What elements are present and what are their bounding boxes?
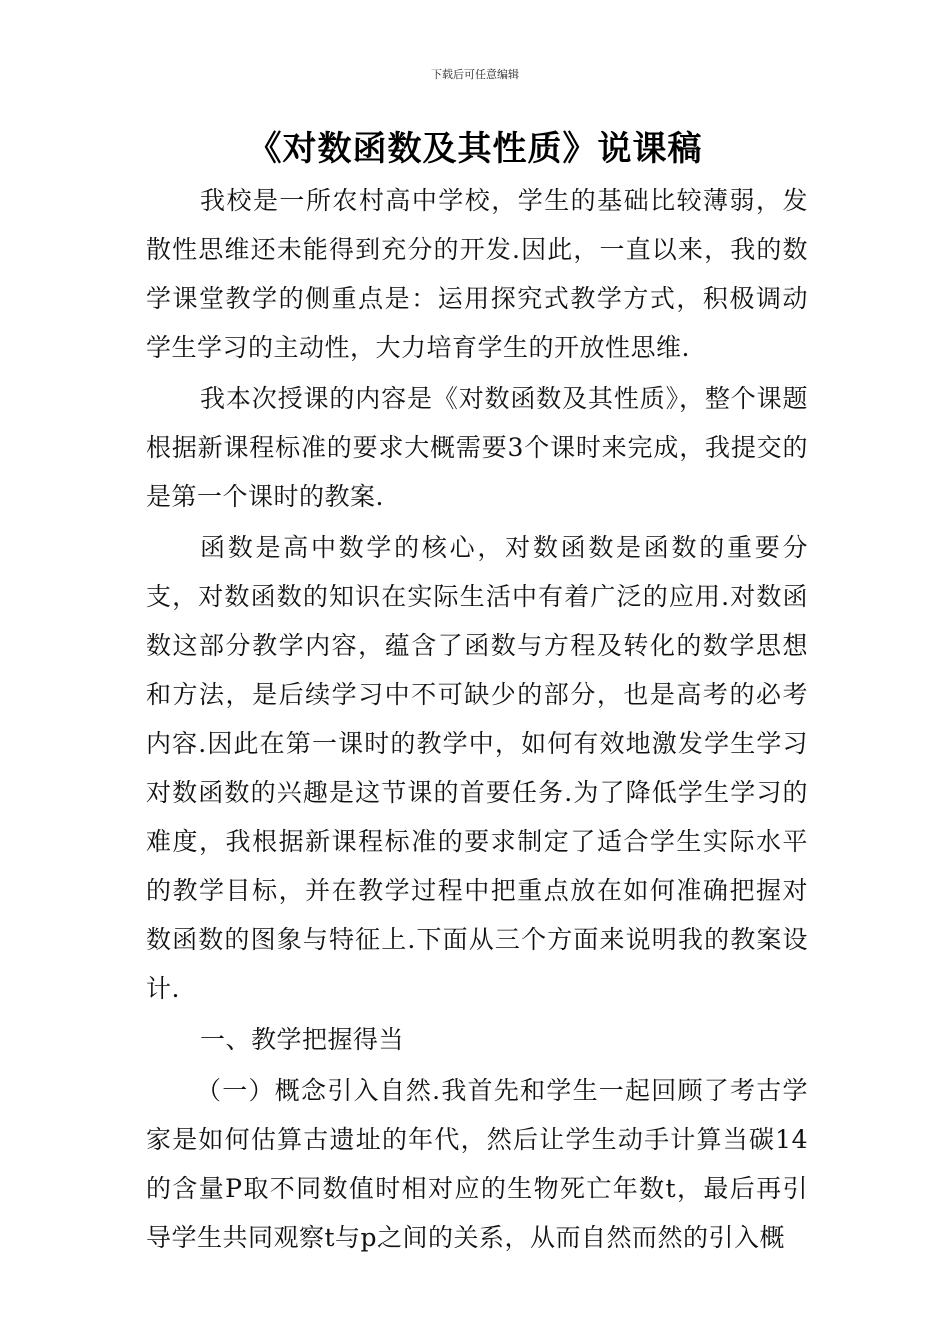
document-body bbox=[146, 176, 808, 1264]
document-title: 《对数函数及其性质》说课稿 bbox=[247, 129, 703, 169]
paragraph-school-background: 我校是一所农村高中学校，学生的基础比较薄弱，发散性思维还未能得到充分的开发.因此，一直以来，我的数学课堂教学的侧重点是：运用探究式教学方式，积极调动学生学习的主动性，大力培育学生的开放性思维. bbox=[146, 186, 808, 362]
paragraph-lesson-content: 我本次授课的内容是《对数函数及其性质》，整个课题根据新课程标准的要求大概需要3个课时来完成，我提交的是第一个课时的教案. bbox=[146, 384, 808, 511]
paragraph-concept-introduction: （一）概念引入自然.我首先和学生一起回顾了考古学家是如何估算古遗址的年代，然后让学生动手计算当碳14的含量P取不同数值时相对应的生物死亡年数t，最后再引导学生共同观察t与p之间的关系，从而自然而然的引入概 bbox=[146, 1076, 808, 1252]
section-heading-teaching: 一、教学把握得当 bbox=[200, 1025, 405, 1054]
paragraph-function-importance: 函数是高中数学的核心，对数函数是函数的重要分支，对数函数的知识在实际生活中有着广泛的应用.对数函数这部分教学内容，蕴含了函数与方程及转化的数学思想和方法，是后续学习中不可缺少的部分，也是高考的必考内容.因此在第一课时的教学中，如何有效地激发学生学习对数函数的兴趣是这节课的首要任务.为了降低学生学习的难度，我根据新课程标准的要求制定了适合学生实际水平的教学目标，并在教学过程中把重点放在如何准确把握对数函数的图象与特征上.下面从三个方面来说明我的教案设计. bbox=[146, 533, 808, 1003]
header-note: 下载后可任意编辑 bbox=[431, 68, 519, 81]
